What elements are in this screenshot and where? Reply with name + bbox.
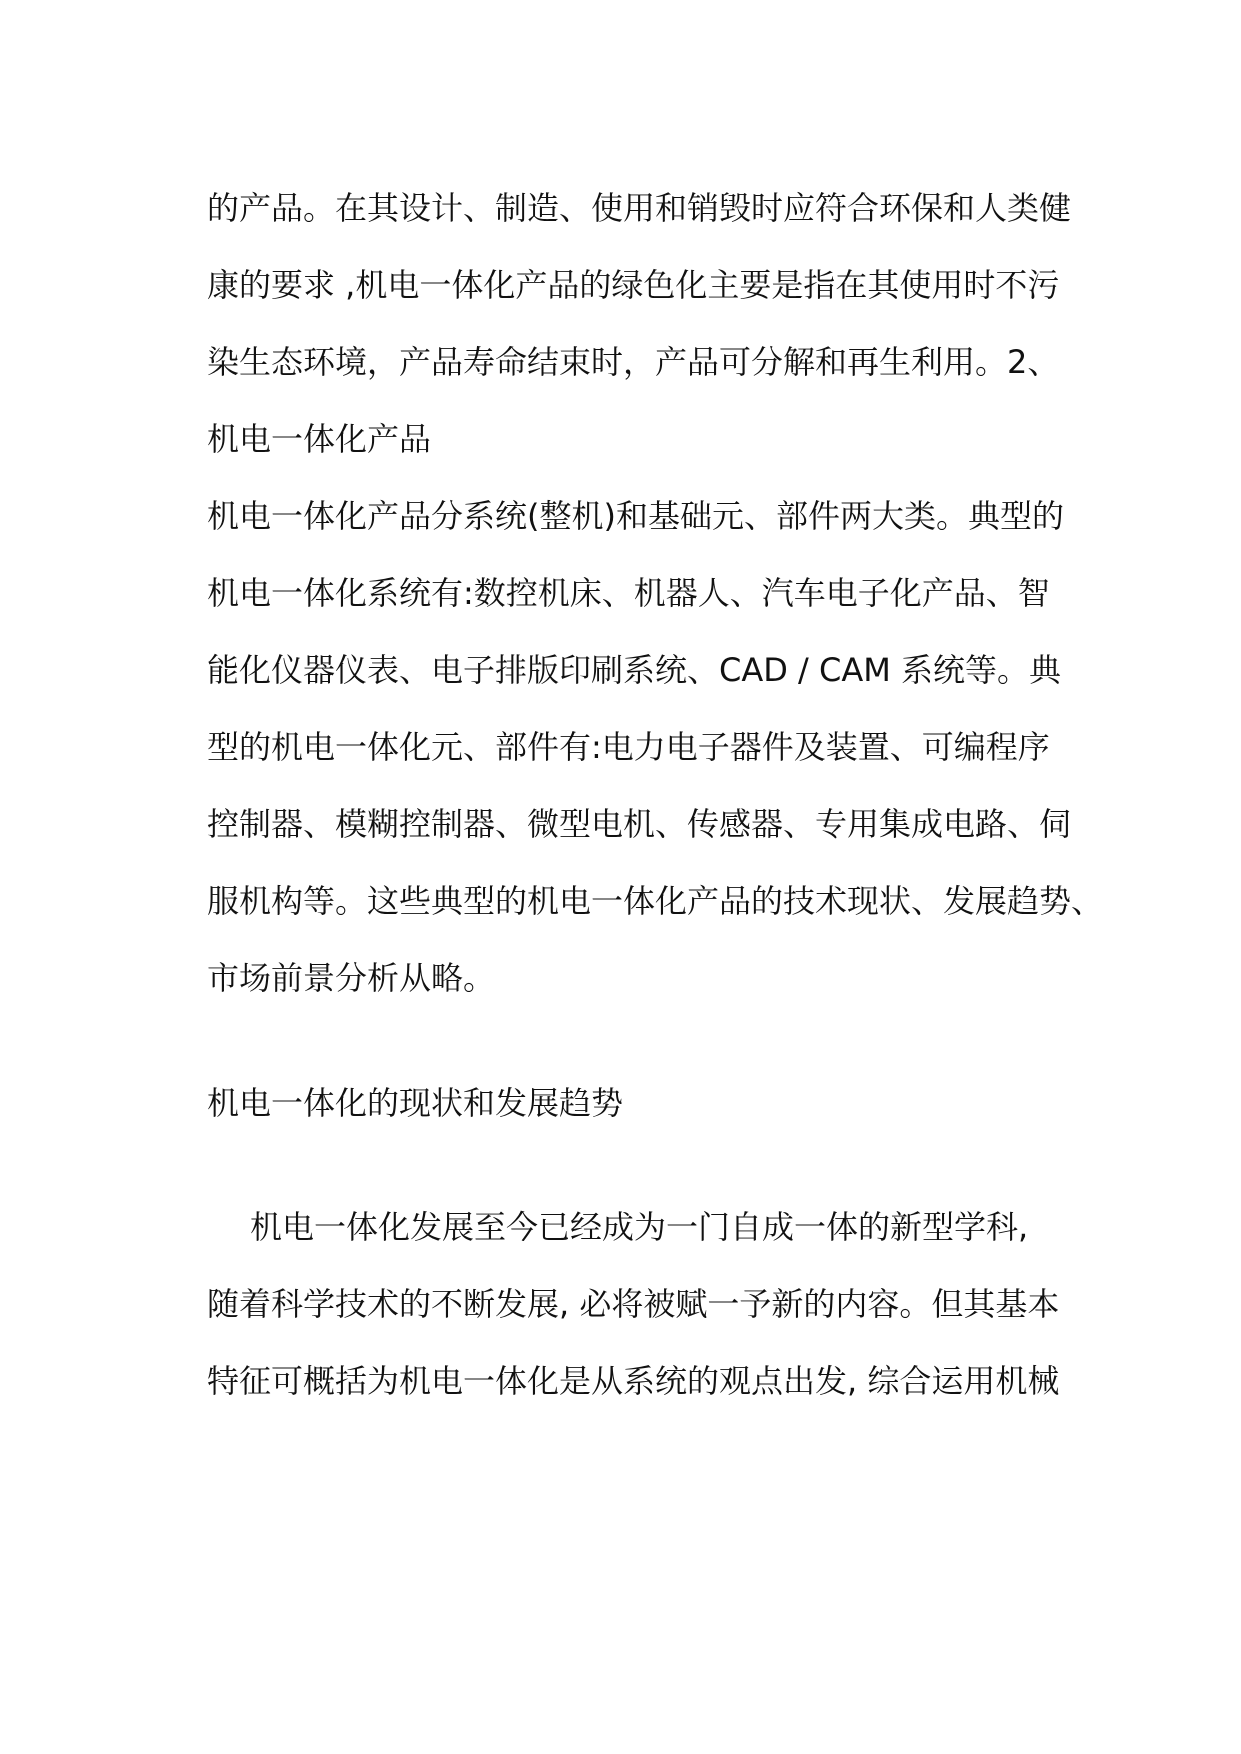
paragraph-line: 控制器、模糊控制器、微型电机、传感器、专用集成电路、伺: [207, 805, 1072, 843]
paragraph-line: 康的要求 ,机电一体化产品的绿色化主要是指在其使用时不污: [207, 266, 1060, 304]
paragraph-line: 机电一体化产品: [207, 420, 432, 458]
paragraph-line: 机电一体化发展至今已经成为一门自成一体的新型学科,: [250, 1208, 1029, 1246]
paragraph-line: 的产品。在其设计、制造、使用和销毁时应符合环保和人类健: [207, 189, 1072, 227]
paragraph-line: 市场前景分析从略。: [207, 959, 496, 997]
paragraph-line: 染生态环境，产品寿命结束时，产品可分解和再生利用。2、: [207, 343, 1060, 381]
paragraph-line: 型的机电一体化元、部件有:电力电子器件及装置、可编程序: [207, 728, 1050, 766]
paragraph-line: 能化仪器仪表、电子排版印刷系统、CAD / CAM 系统等。典: [207, 651, 1062, 689]
paragraph-line: 特征可概括为机电一体化是从系统的观点出发, 综合运用机械: [207, 1362, 1060, 1400]
paragraph-line: 随着科学技术的不断发展, 必将被赋一予新的内容。但其基本: [207, 1285, 1060, 1323]
section-heading: 机电一体化的现状和发展趋势: [207, 1084, 624, 1122]
paragraph-line: 服机构等。这些典型的机电一体化产品的技术现状、发展趋势、: [207, 882, 1104, 920]
paragraph-line: 机电一体化产品分系统(整机)和基础元、部件两大类。典型的: [207, 497, 1064, 535]
paragraph-line: 机电一体化系统有:数控机床、机器人、汽车电子化产品、智: [207, 574, 1050, 612]
